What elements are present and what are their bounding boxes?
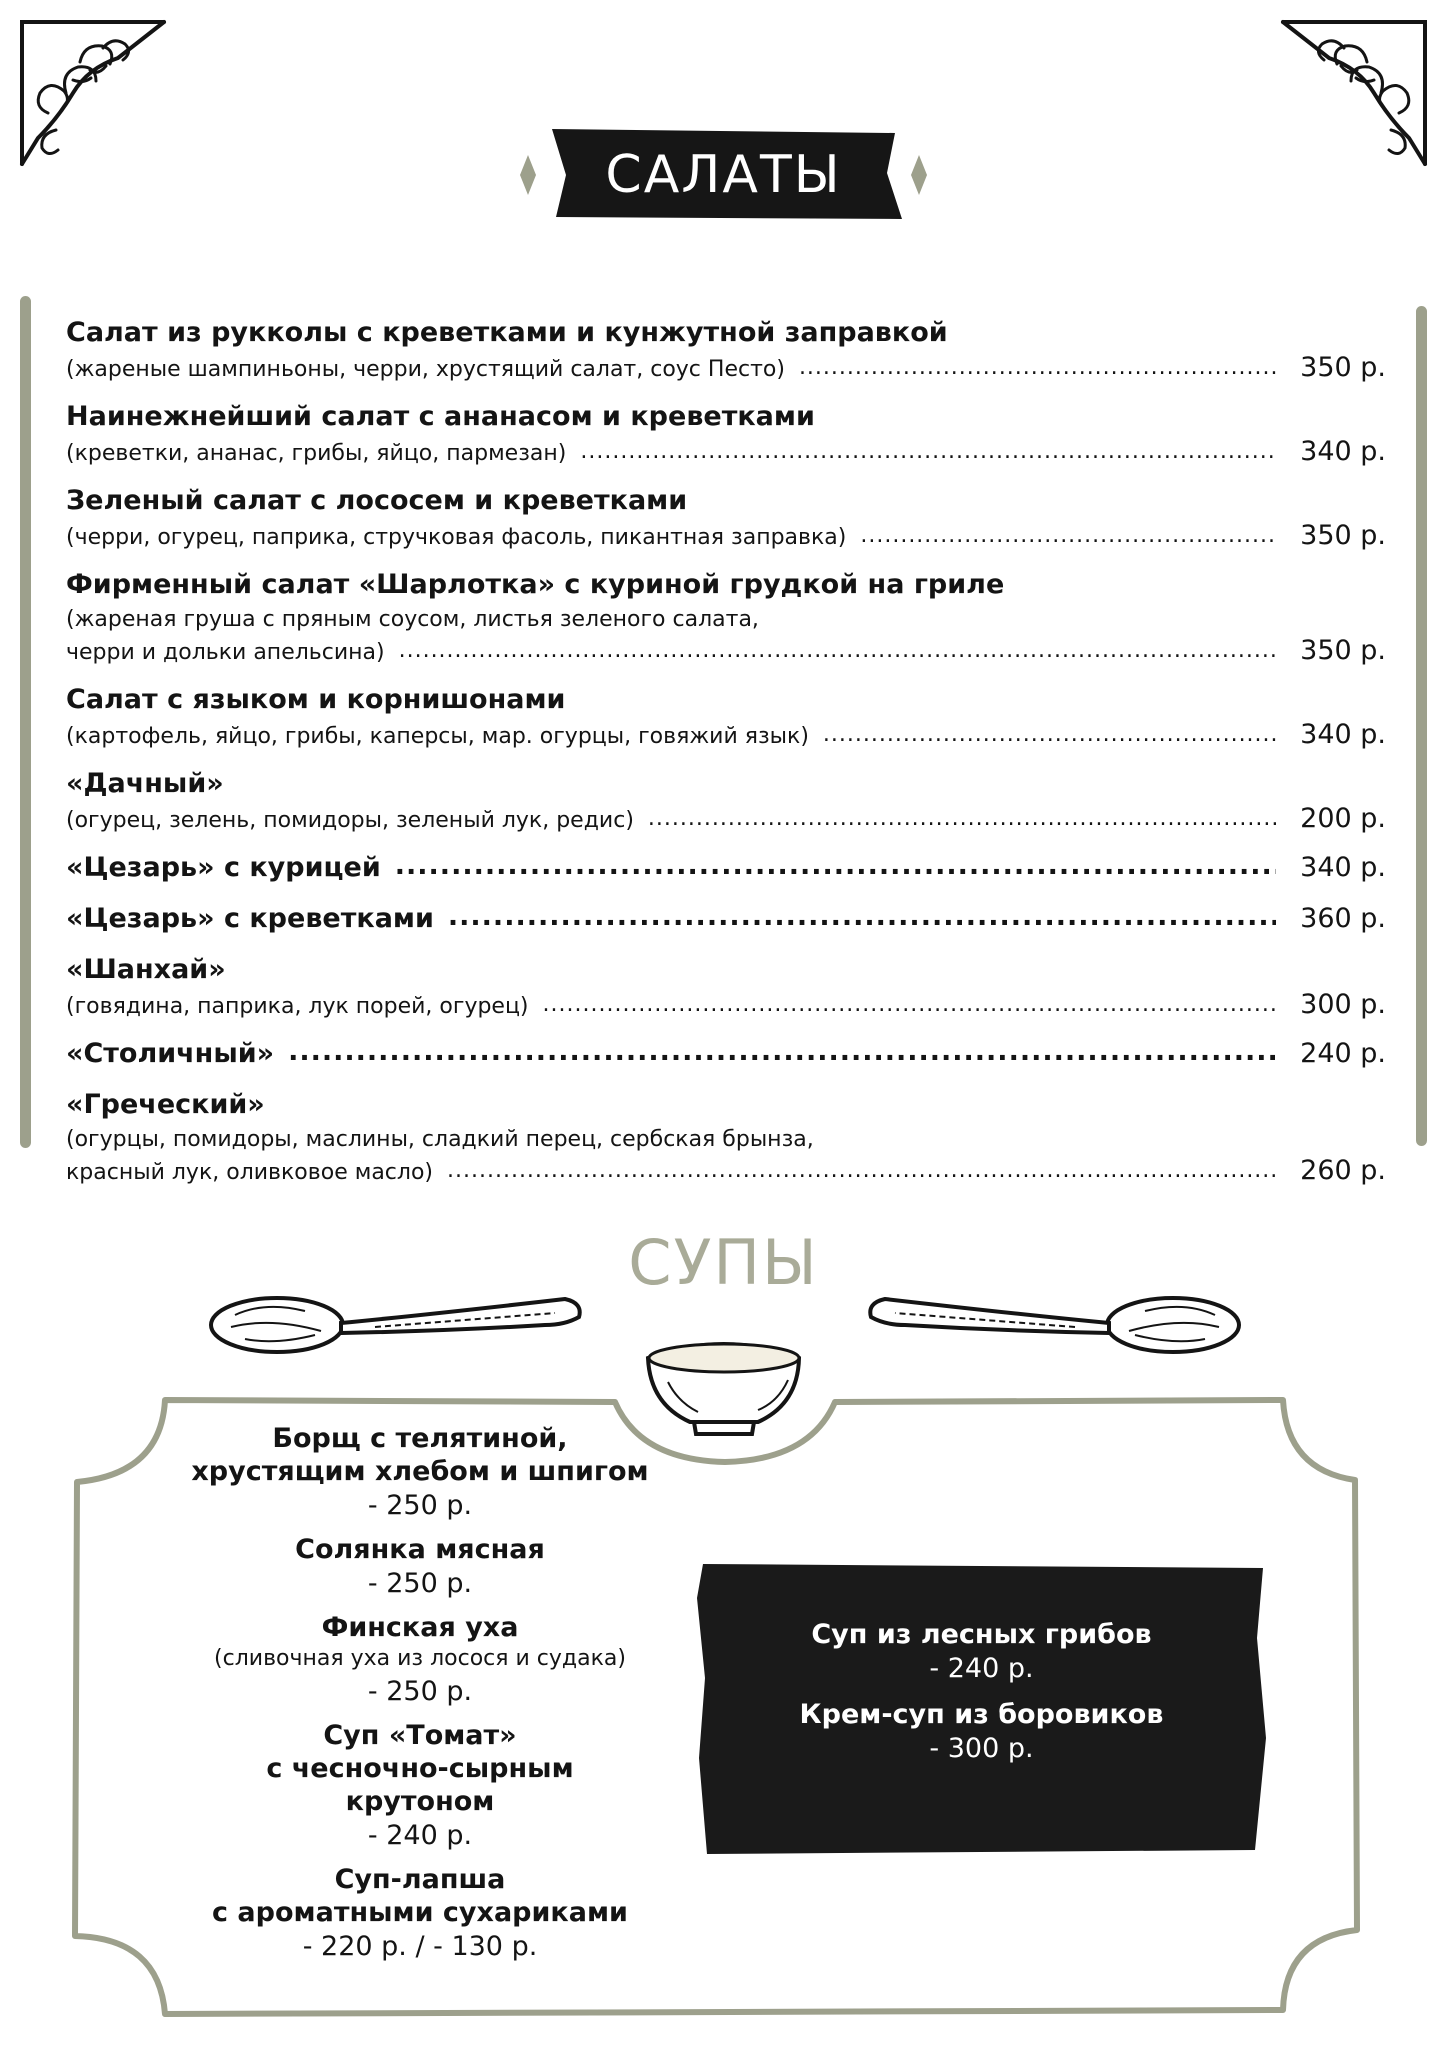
spoon-icon — [865, 1285, 1245, 1375]
salad-name: Наинежнейший салат с ананасом и креветками — [66, 401, 815, 432]
soup-item — [190, 1422, 650, 1523]
salad-name: Зеленый салат с лососем и креветками — [66, 485, 688, 516]
salad-price: 300 р. — [1300, 989, 1386, 1020]
salads-right-bar — [1416, 306, 1427, 1146]
salad-price: 260 р. — [1300, 1155, 1386, 1186]
soups-right-column — [695, 1618, 1268, 1778]
salad-price: 200 р. — [1300, 803, 1386, 834]
soup-name: с ароматными сухариками — [212, 1897, 628, 1928]
soup-name: хрустящим хлебом и шпигом — [191, 1456, 649, 1487]
soup-price: - 250 р. — [367, 1568, 473, 1599]
soup-name: Суп-лапша — [334, 1864, 506, 1895]
soup-description: (сливочная уха из лосося и судака) — [214, 1646, 626, 1671]
salad-price: 360 р. — [1300, 903, 1386, 934]
soup-name: Борщ с телятиной, — [272, 1423, 568, 1454]
salad-price: 240 р. — [1300, 1038, 1386, 1069]
salad-description: черри и дольки апельсина) — [66, 640, 385, 665]
salad-name: Фирменный салат «Шарлотка» с куриной грудкой на гриле — [66, 569, 1005, 600]
salad-item — [66, 900, 1386, 938]
dot-leader — [399, 635, 1276, 657]
salad-item — [66, 951, 1386, 1022]
soup-price: - 250 р. — [367, 1676, 473, 1707]
salad-name: «Дачный» — [66, 768, 224, 799]
soup-name: Суп «Томат» — [323, 1720, 517, 1751]
salad-description: (черри, огурец, паприка, стручковая фасоль, пикантная заправка) — [66, 525, 847, 550]
salad-description: красный лук, оливковое масло) — [66, 1160, 433, 1185]
bowl-icon — [638, 1322, 809, 1442]
salad-item — [66, 314, 1386, 385]
salad-price: 350 р. — [1300, 520, 1386, 551]
salad-item — [66, 765, 1386, 836]
salad-price: 340 р. — [1300, 719, 1386, 750]
dark-panel — [695, 1558, 1268, 1856]
dot-leader — [448, 898, 1276, 925]
salad-item — [66, 482, 1386, 553]
salad-description: (огурцы, помидоры, маслины, сладкий перец, сербская брынза, — [66, 1127, 814, 1152]
dot-leader — [543, 989, 1276, 1011]
salad-name: «Цезарь» с курицей — [66, 852, 381, 883]
dot-leader — [648, 803, 1276, 825]
salad-item — [66, 849, 1386, 887]
salads-list — [66, 314, 1386, 1201]
soups-left-column — [190, 1422, 650, 1974]
soup-name: с чесночно-сырным крутоном — [266, 1753, 574, 1817]
salad-name: Салат с языком и корнишонами — [66, 684, 566, 715]
dot-leader — [288, 1033, 1276, 1060]
salad-item — [66, 1035, 1386, 1073]
soup-price: - 300 р. — [929, 1733, 1034, 1764]
salad-name: «Цезарь» с креветками — [66, 903, 434, 934]
salads-title: САЛАТЫ — [605, 145, 842, 205]
diamond-icon — [911, 155, 927, 195]
soup-price: - 240 р. — [367, 1820, 473, 1851]
soup-item — [190, 1863, 650, 1964]
dot-leader — [860, 520, 1276, 542]
salad-item — [66, 566, 1386, 668]
salad-item — [66, 398, 1386, 469]
salad-description: (жареные шампиньоны, черри, хрустящий салат, соус Песто) — [66, 357, 785, 382]
soups-title: СУПЫ — [628, 1226, 819, 1299]
soup-item — [190, 1719, 650, 1853]
salad-name: Салат из рукколы с креветками и кунжутной заправкой — [66, 317, 948, 348]
salad-item — [66, 1086, 1386, 1188]
salad-price: 350 р. — [1300, 352, 1386, 383]
salad-price: 340 р. — [1300, 852, 1386, 883]
soup-item — [695, 1618, 1268, 1686]
soup-item — [190, 1533, 650, 1601]
soup-name: Финская уха — [321, 1612, 519, 1643]
salad-description: (говядина, паприка, лук порей, огурец) — [66, 994, 529, 1019]
soup-item — [190, 1611, 650, 1709]
soup-name: Солянка мясная — [295, 1534, 545, 1565]
soup-price: - 220 р. / - 130 р. — [302, 1931, 538, 1962]
soup-price: - 240 р. — [929, 1653, 1034, 1684]
salad-name: «Греческий» — [66, 1089, 265, 1120]
salad-name: «Шанхай» — [66, 954, 226, 985]
salad-price: 350 р. — [1300, 635, 1386, 666]
spoon-icon — [205, 1285, 585, 1375]
soup-item — [695, 1698, 1268, 1766]
soup-price: - 250 р. — [367, 1490, 473, 1521]
salads-left-bar — [20, 296, 31, 1148]
salad-price: 340 р. — [1300, 436, 1386, 467]
dot-leader — [395, 847, 1276, 874]
salad-description: (креветки, ананас, грибы, яйцо, пармезан) — [66, 441, 567, 466]
salads-banner — [0, 125, 1447, 225]
dot-leader — [580, 436, 1276, 458]
soup-name: Крем-суп из боровиков — [799, 1699, 1164, 1730]
diamond-icon — [520, 155, 536, 195]
dot-leader — [799, 352, 1276, 374]
salad-name: «Столичный» — [66, 1038, 275, 1069]
salad-description: (картофель, яйцо, грибы, каперсы, мар. огурцы, говяжий язык) — [66, 724, 809, 749]
salad-description: (огурец, зелень, помидоры, зеленый лук, редис) — [66, 808, 634, 833]
salad-item — [66, 681, 1386, 752]
salad-description: (жареная груша с пряным соусом, листья зеленого салата, — [66, 607, 759, 632]
dot-leader — [447, 1155, 1276, 1177]
soup-name: Суп из лесных грибов — [811, 1619, 1152, 1650]
dot-leader — [823, 719, 1276, 741]
